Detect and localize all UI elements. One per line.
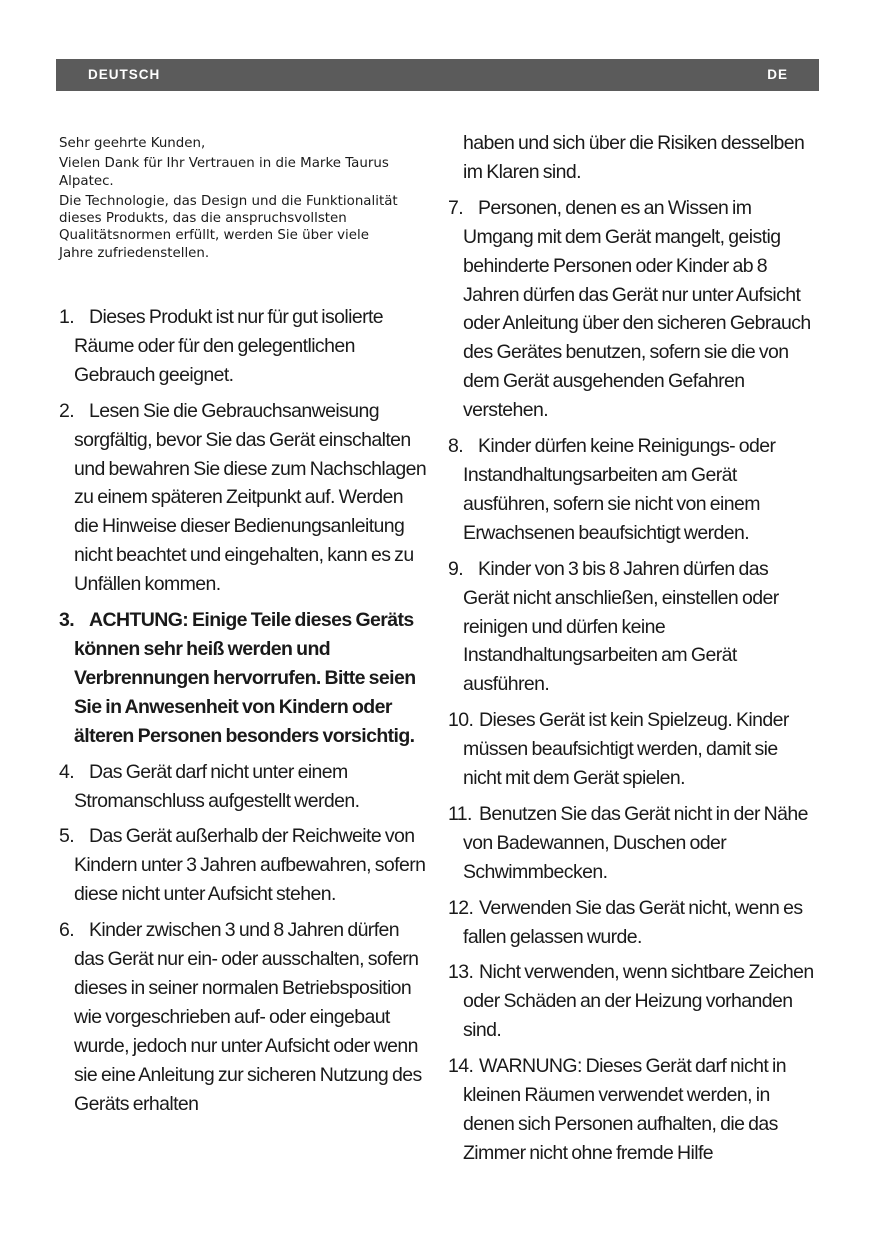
item-number: 6.: [59, 919, 75, 942]
item-text: Kinder von 3 bis 8 Jahren dürfen das Gerät nicht anschließen, einstellen oder reinigen und dürfen keine Instandhaltungsarbeiten am Gerät ausführen.: [463, 557, 779, 696]
item-number: 9.: [448, 557, 464, 580]
item-text: Das Gerät außerhalb der Reichweite von Kindern unter 3 Jahren aufbewahren, sofern diese nicht unter Aufsicht stehen.: [74, 825, 426, 906]
safety-item-13: [448, 958, 816, 1045]
item-text: Kinder zwischen 3 und 8 Jahren dürfen das Gerät nur ein- oder ausschalten, sofern dieses in seiner normalen Betriebsposition wie vorgeschrieben auf- oder eingebaut wurde, jedoch nur unter Aufsicht oder wenn sie eine Anleitung zur sicheren Nutzung des Geräts erhalten: [74, 919, 422, 1115]
item-number: 1.: [59, 306, 75, 328]
intro-thanks: Vielen Dank für Ihr Vertrauen in die Marke Taurus Alpatec.: [59, 156, 389, 189]
item-text: WARNUNG: Dieses Gerät darf nicht in kleinen Räumen verwendet werden, in denen sich Personen aufhalten, die das Zimmer nicht ohne fremde Hilfe: [463, 1055, 787, 1164]
item-number: 8.: [448, 435, 464, 458]
safety-item-6: [59, 916, 429, 1118]
item-text: Verwenden Sie das Gerät nicht, wenn es fallen gelassen wurde.: [463, 896, 803, 948]
item-text: Benutzen Sie das Gerät nicht in der Nähe von Badewannen, Duschen oder Schwimmbecken.: [463, 802, 808, 883]
intro-text: [59, 135, 404, 265]
safety-item-7: [448, 194, 816, 425]
section-header-bar: [56, 59, 819, 91]
item-6-continuation: haben und sich über die Risiken desselben im Klaren sind.: [463, 132, 805, 183]
safety-item-8: [448, 432, 816, 548]
item-text: Dieses Gerät ist kein Spielzeug. Kinder müssen beaufsichtigt werden, damit sie nicht mit dem Gerät spielen.: [463, 709, 789, 790]
safety-item-12: [448, 894, 816, 952]
item-text: Das Gerät darf nicht unter einem Stromanschluss aufgestellt werden.: [74, 760, 360, 812]
item-text: Lesen Sie die Gebrauchsanweisung sorgfältig, bevor Sie das Gerät einschalten und bewahren Sie diese zum Nachschlagen zu einem späteren Zeitpunkt auf. Werden die Hinweise dieser Bedienungsanleitung nicht beachtet und eingehalten, kann es zu Unfällen kommen.: [74, 399, 427, 596]
safety-item-3-warning: [59, 606, 429, 751]
safety-item-5: [59, 822, 429, 909]
language-label: DEUTSCH: [88, 67, 161, 82]
item-text: ACHTUNG: Einige Teile dieses Geräts können sehr heiß werden und Verbrennungen hervorrufen. Bitte seien Sie in Anwesenheit von Kindern oder älteren Personen besonders vorsichtig.: [74, 609, 416, 747]
item-number: 11.: [448, 802, 472, 825]
intro-greeting: Sehr geehrte Kunden,: [59, 136, 206, 151]
item-number: 7.: [448, 196, 464, 219]
item-number: 10.: [448, 709, 474, 732]
safety-item-11: [448, 800, 816, 887]
item-number: 4.: [59, 760, 75, 783]
item-text: Kinder dürfen keine Reinigungs- oder Instandhaltungsarbeiten am Gerät ausführen, sofern sie nicht von einem Erwachsenen beaufsichtigt werden.: [463, 435, 776, 544]
item-text: Personen, denen es an Wissen im Umgang mit dem Gerät mangelt, geistig behinderte Personen oder Kinder ab 8 Jahren dürfen das Gerät nur unter Aufsicht oder Anleitung über den sicheren Gebrauch des Gerätes benutzen, sofern sie die von dem Gerät ausgehenden Gefahren verstehen.: [463, 196, 811, 422]
item-text: Nicht verwenden, wenn sichtbare Zeichen oder Schäden an der Heizung vorhanden sind.: [463, 961, 814, 1042]
item-number: 3.: [59, 609, 75, 632]
safety-item-9: [448, 555, 816, 700]
item-number: 13.: [448, 961, 474, 984]
safety-item-4: [59, 758, 429, 816]
safety-item-10: [448, 706, 816, 793]
safety-item-14: [448, 1052, 816, 1168]
language-code: DE: [767, 67, 788, 82]
item-number: 14.: [448, 1055, 474, 1078]
item-number: 12.: [448, 896, 474, 919]
safety-item-2: [59, 397, 429, 599]
item-text: Dieses Produkt ist nur für gut isolierte Räume oder für den gelegentlichen Gebrauch geeignet.: [74, 306, 384, 386]
item-number: 2.: [59, 399, 75, 422]
safety-item-1: [59, 303, 429, 390]
right-column: [448, 129, 816, 1175]
left-column: [59, 303, 429, 1125]
item-number: 5.: [59, 825, 75, 848]
intro-technology: Die Technologie, das Design und die Funktionalität dieses Produkts, das die anspruchsvollsten Qualitätsnormen erfüllt, werden Sie über viele Jahre zufriedenstellen.: [59, 193, 398, 261]
